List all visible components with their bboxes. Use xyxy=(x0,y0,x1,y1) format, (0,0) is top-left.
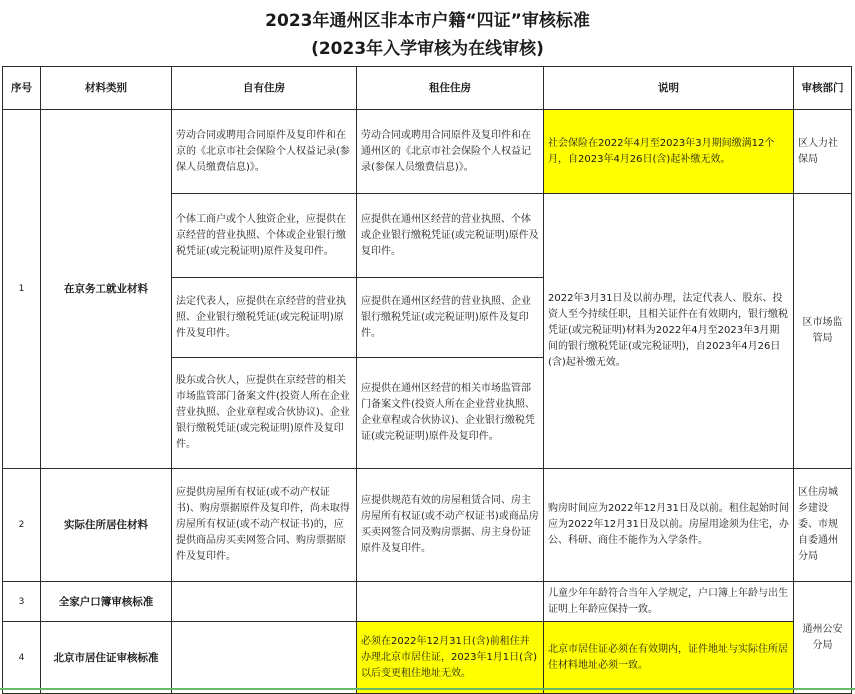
rented-housing-cell: 应提供在通州区经营的相关市场监管部门备案文件(投资人所在企业营业执照、企业章程或合伙协议)、企业银行缴税凭证(或完税证明)原件及复印件。 xyxy=(357,358,544,469)
department-cell: 区人力社保局 xyxy=(794,110,852,194)
table-row xyxy=(3,582,852,622)
row-number: 3 xyxy=(3,582,41,622)
rented-housing-cell: 必须在2022年12月31日(含)前租住并办理北京市居住证，2023年1月1日(含)以后变更租住地址无效。 xyxy=(357,622,544,694)
own-housing-cell: 股东或合伙人，应提供在京经营的相关市场监管部门备案文件(投资人所在企业营业执照、企业章程或合伙协议)、企业银行缴税凭证(或完税证明)原件及复印件。 xyxy=(172,358,357,469)
department-cell: 区住房城乡建设委、市规自委通州分局 xyxy=(794,469,852,582)
department-cell: 通州公安分局 xyxy=(794,582,852,694)
own-housing-cell xyxy=(172,622,357,694)
category-cell: 在京务工就业材料 xyxy=(41,110,172,469)
review-standards-table xyxy=(2,66,852,694)
rented-housing-cell: 劳动合同或聘用合同原件及复印件和在通州区的《北京市社会保险个人权益记录(参保人员缴费信息)》。 xyxy=(357,110,544,194)
rented-housing-cell: 应提供规范有效的房屋租赁合同、房主房屋所有权证(或不动产权证书)或商品房买卖网签合同及购房票据、房主身份证原件及复印件。 xyxy=(357,469,544,582)
notes-cell: 儿童少年年龄符合当年入学规定，户口簿上年龄与出生证明上年龄应保持一致。 xyxy=(544,582,794,622)
page-subtitle: (2023年入学审核为在线审核) xyxy=(311,39,544,59)
category-cell: 实际住所居住材料 xyxy=(41,469,172,582)
header-department: 审核部门 xyxy=(794,67,852,110)
rented-housing-cell: 应提供在通州区经营的营业执照、企业银行缴税凭证(或完税证明)原件及复印件。 xyxy=(357,278,544,358)
rented-housing-cell xyxy=(357,582,544,622)
own-housing-cell: 应提供房屋所有权证(或不动产权证书)、购房票据原件及复印件，尚未取得房屋所有权证(或不动产权证书)的，应提供商品房买卖网签合同、购房票据原件及复印件。 xyxy=(172,469,357,582)
notes-cell: 2022年3月31日及以前办理，法定代表人、股东、投资人至今持续任职，且相关证件在有效期内，银行缴税凭证(或完税证明)材料为2022年4月至2023年3月期间的银行缴税凭证(或完税证明)，自2023年4月26日(含)起补缴无效。 xyxy=(544,194,794,469)
notes-cell: 北京市居住证必须在有效期内，证件地址与实际住所居住材料地址必须一致。 xyxy=(544,622,794,694)
table-row xyxy=(3,622,852,694)
category-cell: 北京市居住证审核标准 xyxy=(41,622,172,694)
category-cell: 全家户口簿审核标准 xyxy=(41,582,172,622)
header-category: 材料类别 xyxy=(41,67,172,110)
header-rented-housing: 租住住房 xyxy=(357,67,544,110)
bottom-edge-line xyxy=(0,688,855,690)
table-header-row xyxy=(3,67,852,110)
rented-housing-cell: 应提供在通州区经营的营业执照、个体或企业银行缴税凭证(或完税证明)原件及复印件。 xyxy=(357,194,544,278)
row-number: 2 xyxy=(3,469,41,582)
department-cell: 区市场监管局 xyxy=(794,194,852,469)
header-own-housing: 自有住房 xyxy=(172,67,357,110)
own-housing-cell: 劳动合同或聘用合同原件及复印件和在京的《北京市社会保险个人权益记录(参保人员缴费信息)》。 xyxy=(172,110,357,194)
page-title: 2023年通州区非本市户籍“四证”审核标准 xyxy=(265,11,590,31)
notes-cell: 社会保险在2022年4月至2023年3月期间缴满12个月，自2023年4月26日(含)起补缴无效。 xyxy=(544,110,794,194)
row-number: 4 xyxy=(3,622,41,694)
own-housing-cell: 法定代表人，应提供在京经营的营业执照、企业银行缴税凭证(或完税证明)原件及复印件。 xyxy=(172,278,357,358)
table-row xyxy=(3,469,852,582)
notes-cell: 购房时间应为2022年12月31日及以前。租住起始时间应为2022年12月31日及以前。房屋用途须为住宅，办公、科研、商住不能作为入学条件。 xyxy=(544,469,794,582)
own-housing-cell xyxy=(172,582,357,622)
header-no: 序号 xyxy=(3,67,41,110)
table-row xyxy=(3,110,852,194)
header-notes: 说明 xyxy=(544,67,794,110)
own-housing-cell: 个体工商户或个人独资企业，应提供在京经营的营业执照、个体或企业银行缴税凭证(或完税证明)原件及复印件。 xyxy=(172,194,357,278)
row-number: 1 xyxy=(3,110,41,469)
